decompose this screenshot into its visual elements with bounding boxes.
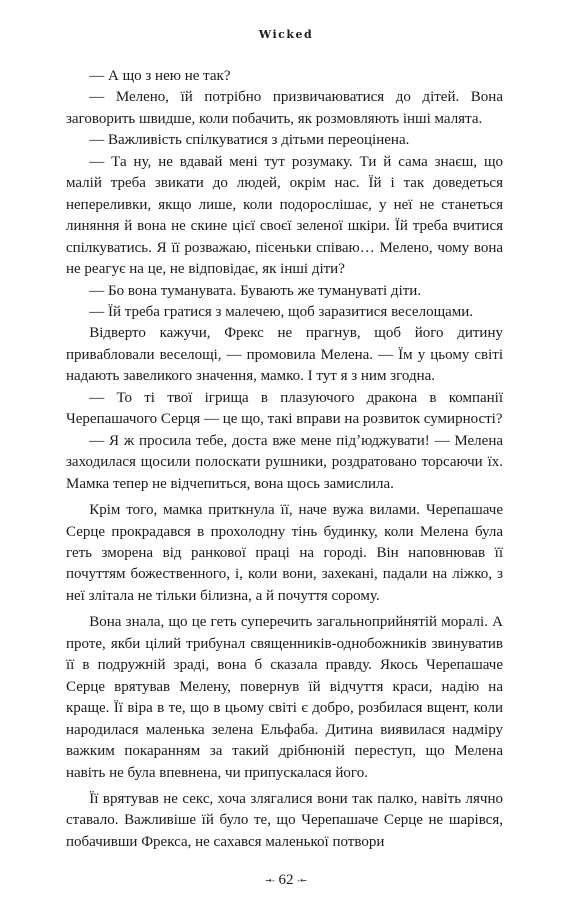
- ornament-right: -←: [297, 876, 307, 886]
- page-footer: [0, 872, 572, 889]
- paragraph: — Важливість спілкуватися з дітьми переоцінена.: [89, 132, 410, 149]
- paragraph: — То ті твої ігрища в плазуючого дракона в компанії Черепашачого Серця — це що, такі вправи на розвиток сумирності?: [66, 389, 503, 428]
- paragraph: — Я ж просила тебе, доста вже мене підʼюджувати! — Мелена заходилася щосили полоскати рушники, роздратовано торсаючи їх. Мамка тепер не відчепиться, вона щось замислила.: [66, 432, 503, 492]
- paragraph: — Бо вона туманувата. Бувають же тумануваті діти.: [89, 282, 422, 299]
- paragraph: — Та ну, не вдавай мені тут розумаку. Ти й сама знаєш, що малій треба звикати до людей, окрім нас. Їй і так доведеться непереливки, якщо лише, коли подорослішає, у неї не станеться линяння й вона не скине цієї своєї зеленої шкіри. Їй треба вчитися спілкуватись. Я її розважаю, пісеньки співаю… Мелено, чому вона не реагує на це, не відповідає, як інші діти?: [66, 153, 503, 278]
- paragraph: Її врятував не секс, хоча злягалися вони так палко, навіть лячно ставало. Важливіше їй було те, що Черепашаче Серце не шарівся, побачивши Фрекса, не сахався маленької потвори: [66, 790, 503, 850]
- running-header: Wicked: [258, 28, 314, 41]
- page-number: 62: [278, 872, 294, 888]
- paragraph: — Мелено, їй потрібно призвичаюватися до дітей. Вона заговорить швидше, коли побачить, як розмовляють інші малята.: [66, 89, 503, 127]
- paragraph: — Їй треба гратися з малечею, щоб заразитися веселощами.: [89, 303, 474, 320]
- paragraph: — А що з нею не так?: [89, 68, 231, 84]
- paragraph: Крім того, мамка приткнула її, наче вужа вилами. Черепашаче Серце прокрадався в прохолодну тінь будинку, коли Мелена була геть зморена від ранкової праці на городі. Він наповнював її почуттям божественного, і, коли вони, захекані, падали на ліжко, з неї злітала не тільки білизна, а й почуття сорому.: [66, 502, 503, 604]
- body-text: [66, 66, 503, 853]
- paragraph: Відверто кажучи, Фрекс не прагнув, щоб його дитину привабловали веселощі, — промовила Мелена. — Їм у цьому світі надають завеликого значення, мамко. І тут я з ним згодна.: [66, 325, 503, 385]
- paragraph: Вона знала, що це геть суперечить загальноприйнятій моралі. А проте, якби цілий трибунал священників-однобожників звинуватив її в подружній зраді, вона б сказала правду. Якось Черепашаче Серце врятував Мелену, повернув їй відчуття краси, надію на краще. Її віра в те, що в цьому світі є добро, розбилася вщент, коли народилася маленька зелена Ельфаба. Дитина виявилася надміру важким покаранням за такий дрібнюній переступ, що Мелена навіть не була впевнена, чи припускалася його.: [66, 614, 503, 781]
- ornament-left: →-: [265, 876, 275, 886]
